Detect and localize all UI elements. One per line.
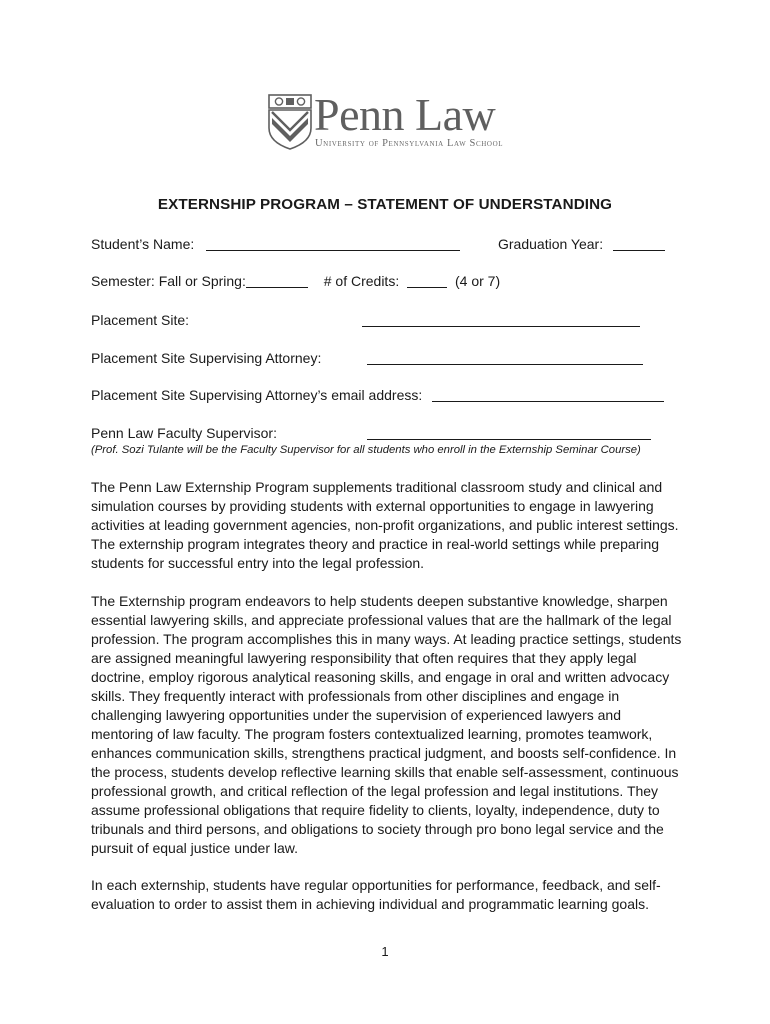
faculty-supervisor-row [367,425,651,441]
graduation-year-label: Graduation Year: [498,236,604,252]
paragraph-line: the process, students develop reflective learning skills that enable self-assessment, continuous [91,764,679,780]
semester-row [91,273,500,289]
paragraph-line: profession. The program accomplishes this in many ways. At leading practice settings, students [91,631,682,647]
attorney-email-field[interactable] [432,387,664,402]
graduation-year-row [498,236,665,252]
document-title: EXTERNSHIP PROGRAM – STATEMENT OF UNDERSTANDING [157,196,613,213]
student-name-field[interactable] [206,236,460,251]
graduation-year-field[interactable] [613,236,665,251]
credits-label: # of Credits: [323,273,400,289]
paragraph-line: students for successful entry into the legal profession. [91,555,425,571]
paragraph-line: skills. They frequently interact with professionals from other disciplines and engage in [91,688,620,704]
placement-site-field[interactable] [362,312,640,327]
paragraph-line: simulation courses by providing students with external opportunities to engage in lawyering [91,498,654,514]
faculty-supervisor-field[interactable] [367,425,651,440]
supervising-attorney-field[interactable] [367,350,643,365]
paragraph-evaluation [91,876,691,914]
paragraph-line: doctrine, employ rigorous analytical reasoning skills, and engage in oral and written advocacy [91,669,670,685]
paragraph-line: activities at leading government agencies, non-profit organizations, and public interest settings. [91,517,679,533]
paragraph-line: mentoring of law faculty. The program fosters contextualized learning, promotes teamwork, [91,726,653,742]
semester-field[interactable] [246,273,308,288]
logo-wordmark: Penn Law [314,89,496,140]
paragraph-line: are assigned meaningful lawyering responsibility that often requires that they apply legal [91,650,637,666]
semester-label: Semester: Fall or Spring: [91,273,246,289]
student-name-row [91,236,460,252]
paragraph-line: The Penn Law Externship Program supplements traditional classroom study and clinical and [91,479,663,495]
paragraph-program-goals [91,592,691,858]
page-number: 1 [381,944,389,959]
faculty-supervisor-note: (Prof. Sozi Tulante will be the Faculty Supervisor for all students who enroll in the Externship Seminar Course) [91,444,641,456]
attorney-email-label: Placement Site Supervising Attorney’s email address: [91,387,423,403]
paragraph-line: enhances communication skills, strengthens practical judgment, and boosts self-confidence. In [91,745,677,761]
paragraph-line: In each externship, students have regular opportunities for performance, feedback, and self- [91,877,661,893]
paragraph-intro [91,478,691,573]
paragraph-line: challenging lawyering opportunities under the supervision of experienced lawyers and [91,707,621,723]
placement-site-row [362,312,640,328]
attorney-email-row [91,387,664,403]
paragraph-line: tribunals and third persons, and obligations to society through pro bono legal service and the [91,821,664,837]
student-name-label: Student’s Name: [91,236,195,252]
paragraph-line: The Externship program endeavors to help students deepen substantive knowledge, sharpen [91,593,668,609]
supervising-attorney-row [367,350,643,366]
paragraph-line: professional growth, and critical reflection of the legal profession and legal institutions. They [91,783,659,799]
penn-law-logo [268,89,508,156]
faculty-supervisor-label: Penn Law Faculty Supervisor: [91,425,277,441]
placement-site-label: Placement Site: [91,312,190,328]
supervising-attorney-label: Placement Site Supervising Attorney: [91,350,322,366]
paragraph-line: essential lawyering skills, and appreciate professional values that are the hallmark of the legal [91,612,672,628]
credits-note: (4 or 7) [455,273,501,289]
credits-field[interactable] [407,273,447,288]
paragraph-line: assume professional obligations that require fidelity to clients, loyalty, independence, duty to [91,802,660,818]
paragraph-line: The externship program integrates theory and practice in real-world settings while preparing [91,536,660,552]
logo-tagline: University of Pennsylvania Law School [315,138,504,149]
penn-shield-icon [268,94,312,150]
paragraph-line: evaluation to order to assist them in achieving individual and programmatic learning goals. [91,896,649,912]
paragraph-line: pursuit of equal justice under law. [91,840,299,856]
